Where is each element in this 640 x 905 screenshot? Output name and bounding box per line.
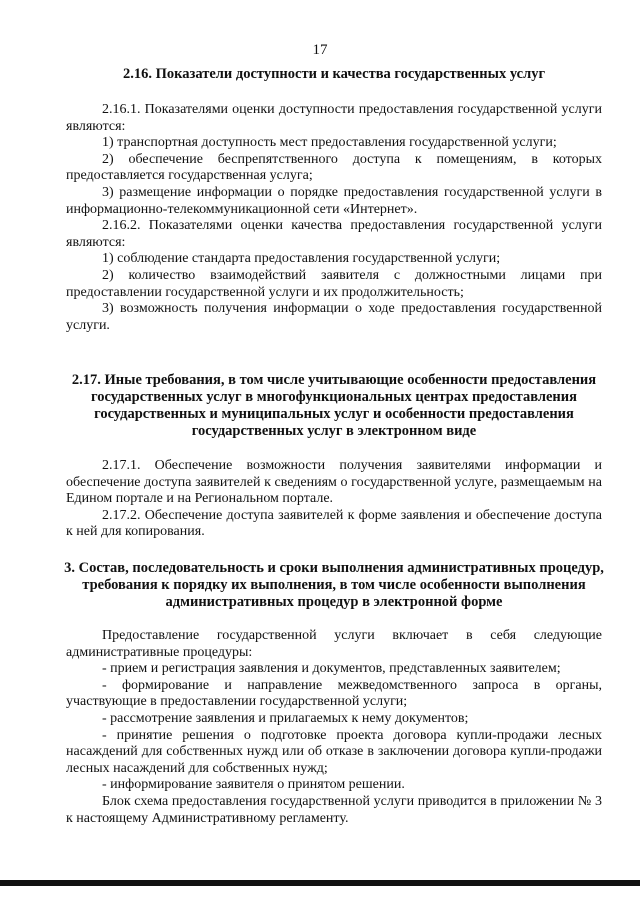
- paragraph: Предоставление государственной услуги включает в себя следующие административные процедуры:: [66, 628, 602, 660]
- paragraph: 2.17.1. Обеспечение возможности получения заявителями информации и обеспечение доступа заявителей к сведениям о государственной услуге, размещаемым на Едином портале и на Региональном портале.: [66, 458, 602, 507]
- list-item: - прием и регистрация заявления и документов, представленных заявителем;: [102, 661, 561, 677]
- paragraph: 1) соблюдение стандарта предоставления государственной услуги;: [102, 251, 501, 267]
- section-2-16-heading: 2.16. Показатели доступности и качества государственных услуг: [122, 66, 546, 82]
- section-3-body: [66, 628, 602, 827]
- section-2-17-heading: 2.17. Иные требования, в том числе учитывающие особенности предоставления государственных услуг в многофункциональных центрах предоставления государственных и муниципальных услуг и особенности предоставления государственных услуг в электронном виде: [71, 372, 597, 439]
- section-2-16-body: [66, 102, 602, 334]
- list-item: - формирование и направление межведомственного запроса в органы, участвующие в предоставлении государственной услуги;: [66, 677, 602, 710]
- paragraph: 2) количество взаимодействий заявителя с должностными лицами при предоставлении государственной услуги и их продолжительность;: [66, 267, 602, 300]
- paragraph: 2.16.1. Показателями оценки доступности предоставления государственной услуги являются:: [66, 102, 602, 134]
- paragraph: 3) размещение информации о порядке предоставления государственной услуги в информационно-телекоммуникационной сети «Интернет».: [66, 184, 602, 217]
- paragraph: 2.17.2. Обеспечение доступа заявителей к форме заявления и обеспечение доступа к ней для копирования.: [66, 507, 602, 540]
- page-number: 17: [312, 42, 328, 58]
- paragraph: Блок схема предоставления государственной услуги приводится в приложении № 3 к настоящему Административному регламенту.: [66, 793, 602, 826]
- paragraph: 3) возможность получения информации о ходе предоставления государственной услуги.: [66, 301, 602, 333]
- list-item: - рассмотрение заявления и прилагаемых к нему документов;: [102, 710, 469, 726]
- paragraph: 2.16.2. Показателями оценки качества предоставления государственной услуги являются:: [66, 218, 602, 250]
- paragraph: 2) обеспечение беспрепятственного доступа к помещениям, в которых предоставляется государственная услуга;: [66, 151, 602, 184]
- list-item: - принятие решения о подготовке проекта договора купли-продажи лесных насаждений для собственных нужд или об отказе в заключении договора купли-продажи лесных насаждений для собственных нужд;: [66, 727, 602, 776]
- bottom-scan-border: [0, 880, 640, 886]
- section-3-heading: 3. Состав, последовательность и сроки выполнения административных процедур, требования к порядку их выполнения, в том числе особенности выполнения административных процедур в электронной форме: [64, 560, 604, 610]
- list-item: - информирование заявителя о принятом решении.: [102, 777, 405, 793]
- section-2-17-body: [66, 458, 602, 541]
- paragraph: 1) транспортная доступность мест предоставления государственной услуги;: [102, 135, 557, 151]
